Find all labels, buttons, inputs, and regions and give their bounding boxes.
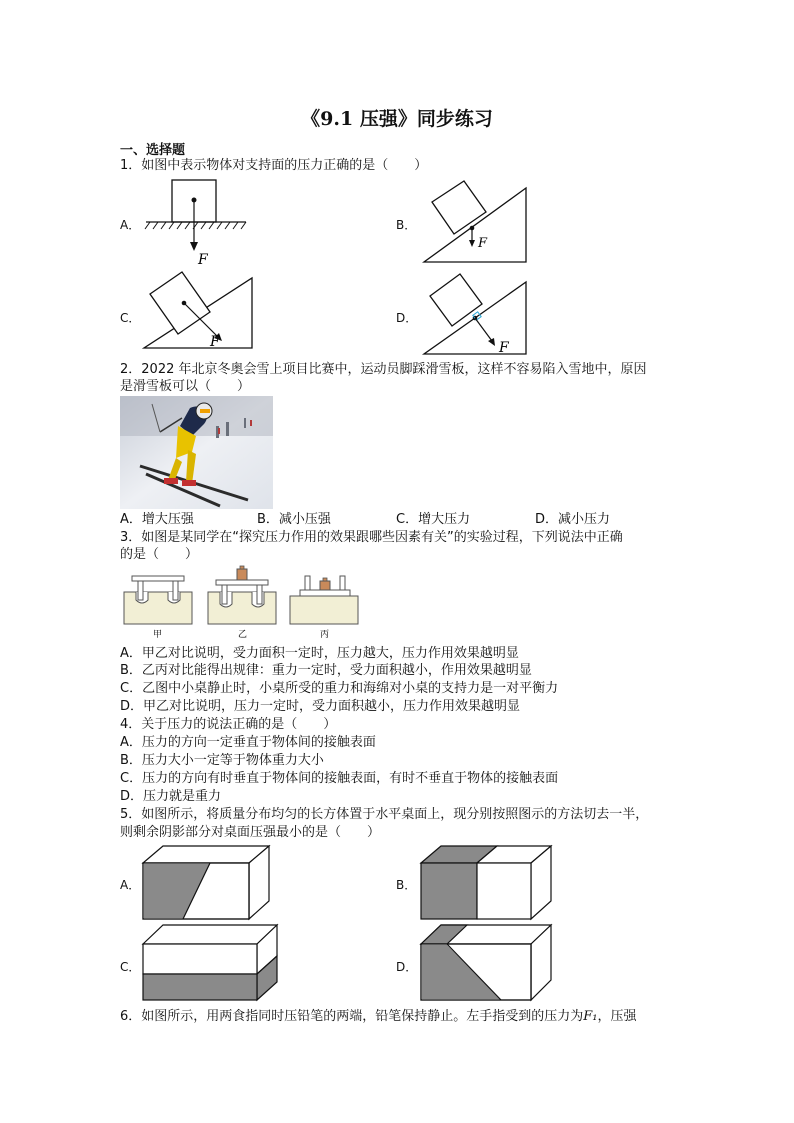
q1-figure-c	[140, 268, 260, 352]
q5-stem-line1: 5．如图所示，将质量分布均匀的长方体置于水平桌面上，现分别按照图示的方法切去一半，	[120, 807, 649, 822]
q1-stem: 1．如图中表示物体对支持面的压力正确的是（ ）	[120, 158, 428, 173]
q5-figure-c	[140, 922, 280, 1004]
q1-figure-d	[420, 268, 530, 360]
q2-option-b: B．减小压强	[257, 512, 331, 527]
fig-label-bing: 丙	[320, 630, 330, 640]
q2-stem-line1: 2．2022 年北京冬奥会雪上项目比赛中，运动员脚踩滑雪板，这样不容易陷入雪地中，原因	[120, 362, 647, 377]
q3-figure-sponge-experiment	[120, 564, 365, 642]
fig-label-yi: 乙	[238, 630, 248, 640]
force-label: F	[198, 252, 208, 268]
q6-f1-symbol: F₁	[583, 1009, 598, 1024]
skier-photo	[120, 396, 273, 509]
force-label: F	[210, 334, 220, 350]
page-title: 《9.1 压强》同步练习	[301, 108, 493, 130]
q5-option-a-label: A．	[120, 878, 141, 892]
q3-option-b: B．乙丙对比能得出规律：重力一定时，受力面积越小，作用效果越明显	[120, 663, 532, 678]
q2-option-a: A．增大压强	[120, 512, 194, 527]
q6-stem-text: 6．如图所示，用两食指同时压铅笔的两端，铅笔保持静止。左手指受到的压力为	[120, 1009, 584, 1024]
q1-figure-b	[420, 176, 530, 268]
q2-option-c: C．增大压力	[396, 512, 471, 527]
q1-option-c-label: C．	[120, 311, 141, 325]
q5-option-b-label: B．	[396, 878, 417, 892]
q4-option-d: D．压力就是重力	[120, 789, 222, 804]
q5-option-d-label: D．	[396, 960, 418, 974]
q6-stem-tail: ，压强	[597, 1009, 637, 1024]
q3-option-d: D．甲乙对比说明，压力一定时，受力面积越小，压力作用效果越明显	[120, 699, 521, 714]
q4-stem: 4．关于压力的说法正确的是（ ）	[120, 717, 337, 732]
q1-figure-a	[140, 176, 260, 268]
force-label: F	[478, 236, 488, 251]
q3-option-a: A．甲乙对比说明，受力面积一定时，压力越大，压力作用效果越明显	[120, 646, 519, 661]
q2-stem-line2: 是滑雪板可以（ ）	[120, 379, 251, 394]
q4-option-a: A．压力的方向一定垂直于物体间的接触表面	[120, 735, 376, 750]
q1-option-b-label: B．	[396, 218, 417, 232]
q1-option-a-label: A．	[120, 218, 141, 232]
q2-option-d: D．减小压力	[535, 512, 611, 527]
q1-option-d-label: D．	[396, 311, 418, 325]
force-label: F	[499, 340, 509, 356]
section-heading: 一、选择题	[120, 143, 186, 158]
q5-figure-a	[140, 843, 272, 923]
q4-option-c: C．压力的方向有时垂直于物体间的接触表面，有时不垂直于物体的接触表面	[120, 771, 559, 786]
q4-option-b: B．压力大小一定等于物体重力大小	[120, 753, 324, 768]
q5-stem-line2: 则剩余阴影部分对桌面压强最小的是（ ）	[120, 825, 381, 840]
q5-figure-b	[418, 843, 554, 923]
q3-option-c: C．乙图中小桌静止时，小桌所受的重力和海绵对小桌的支持力是一对平衡力	[120, 681, 559, 696]
q5-figure-d	[418, 922, 554, 1004]
q6-stem-line1	[120, 1008, 637, 1026]
q3-stem-line2: 的是（ ）	[120, 547, 199, 562]
fig-label-jia: 甲	[153, 630, 163, 640]
q3-stem-line1: 3．如图是某同学在“探究压力作用的效果跟哪些因素有关”的实验过程，下列说法中正确	[120, 530, 623, 545]
q5-option-c-label: C．	[120, 960, 141, 974]
